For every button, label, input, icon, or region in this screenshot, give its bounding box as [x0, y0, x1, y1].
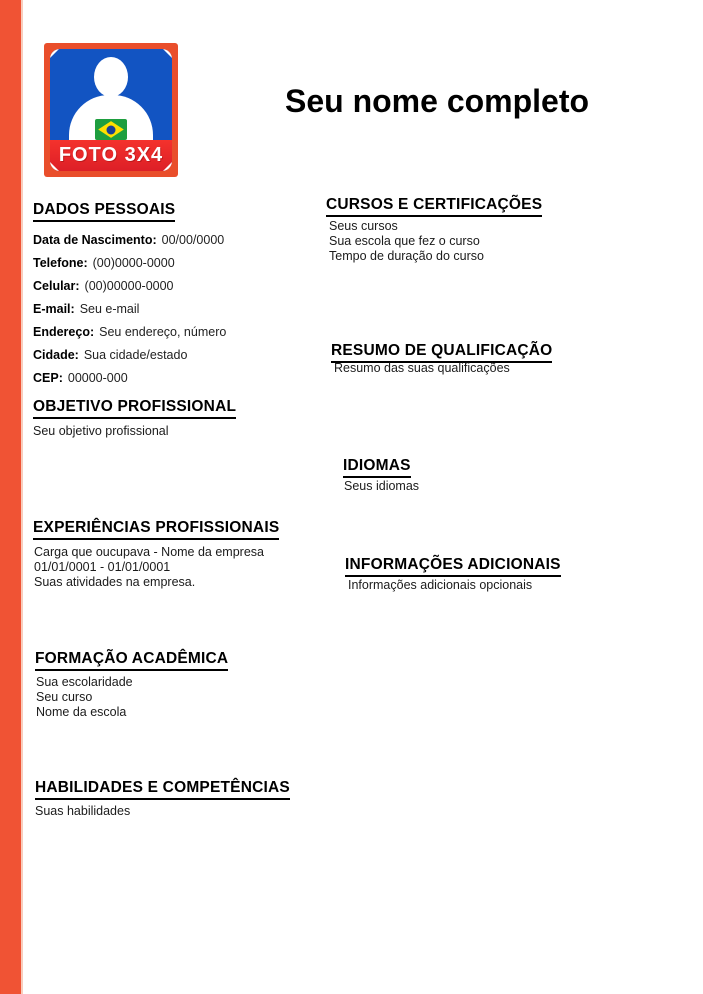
field-cep [33, 367, 226, 390]
objetivo-body [33, 424, 169, 439]
idiomas-body [344, 479, 419, 494]
heading-habilidades-competencias: HABILIDADES E COMPETÊNCIAS [35, 779, 290, 800]
field-celular [33, 274, 226, 297]
body-line: Suas habilidades [35, 804, 131, 818]
field-label: Telefone: [33, 255, 88, 270]
body-line: Sua escolaridade [36, 675, 133, 689]
field-label: Data de Nascimento: [33, 232, 157, 247]
brazil-flag-globe [107, 125, 116, 134]
field-value: Sua cidade/estado [83, 348, 188, 363]
heading-formacao-academica: FORMAÇÃO ACADÊMICA [35, 650, 228, 671]
body-line: Carga que oucupava - Nome da empresa [34, 545, 264, 559]
field-label: E-mail: [33, 301, 75, 316]
left-accent-bar [0, 0, 23, 994]
field-cidade [33, 344, 226, 367]
field-value: (00)0000-0000 [92, 255, 175, 270]
photo-label-band [50, 140, 172, 171]
field-telefone [33, 251, 226, 274]
body-line: Sua escola que fez o curso [329, 234, 480, 248]
person-silhouette-head-icon [94, 57, 128, 97]
field-value: 00000-000 [67, 371, 128, 386]
resumo-body [334, 361, 510, 376]
body-line: 01/01/0001 - 01/01/0001 [34, 560, 171, 574]
heading-cursos-certificacoes: CURSOS E CERTIFICAÇÕES [326, 196, 542, 217]
field-label: Cidade: [33, 348, 79, 363]
heading-idiomas: IDIOMAS [343, 457, 411, 478]
body-line: Informações adicionais opcionais [348, 578, 533, 592]
field-label: Endereço: [33, 325, 95, 340]
body-line: Seu objetivo profissional [33, 424, 169, 438]
photo-corner-mark-icon [50, 49, 59, 58]
heading-resumo-qualificacao: RESUMO DE QUALIFICAÇÃO [331, 342, 552, 363]
field-value: (00)00000-0000 [84, 278, 174, 293]
photo-placeholder[interactable] [44, 43, 178, 177]
field-endereco [33, 321, 226, 344]
heading-informacoes-adicionais: INFORMAÇÕES ADICIONAIS [345, 556, 561, 577]
photo-label: FOTO 3X4 [58, 144, 164, 166]
body-line: Seus cursos [329, 219, 398, 233]
informacoes-body [348, 578, 532, 593]
body-line: Tempo de duração do curso [329, 249, 484, 263]
habilidades-body [35, 804, 130, 819]
field-data-nascimento [33, 228, 226, 251]
body-line: Suas atividades na empresa. [34, 575, 196, 589]
cursos-body [329, 219, 484, 264]
heading-experiencias-profissionais: EXPERIÊNCIAS PROFISSIONAIS [33, 519, 279, 540]
field-email [33, 297, 226, 320]
body-line: Nome da escola [36, 705, 127, 719]
field-value: 00/00/0000 [161, 232, 225, 247]
photo-corner-mark-icon [163, 49, 172, 58]
heading-dados-pessoais: DADOS PESSOAIS [33, 201, 175, 222]
photo-inner-frame [50, 49, 172, 171]
page-title: Seu nome completo [285, 83, 590, 119]
field-value: Seu endereço, número [99, 325, 227, 340]
personal-data-fields [33, 228, 226, 390]
field-value: Seu e-mail [79, 301, 140, 316]
experiencias-body [34, 545, 264, 590]
body-line: Seu curso [36, 690, 93, 704]
body-line: Resumo das suas qualificações [334, 361, 510, 375]
brazil-flag-icon [95, 119, 127, 140]
field-label: CEP: [33, 371, 63, 386]
body-line: Seus idiomas [344, 479, 420, 493]
formacao-body [36, 675, 133, 720]
heading-objetivo-profissional: OBJETIVO PROFISSIONAL [33, 398, 236, 419]
field-label: Celular: [33, 278, 80, 293]
